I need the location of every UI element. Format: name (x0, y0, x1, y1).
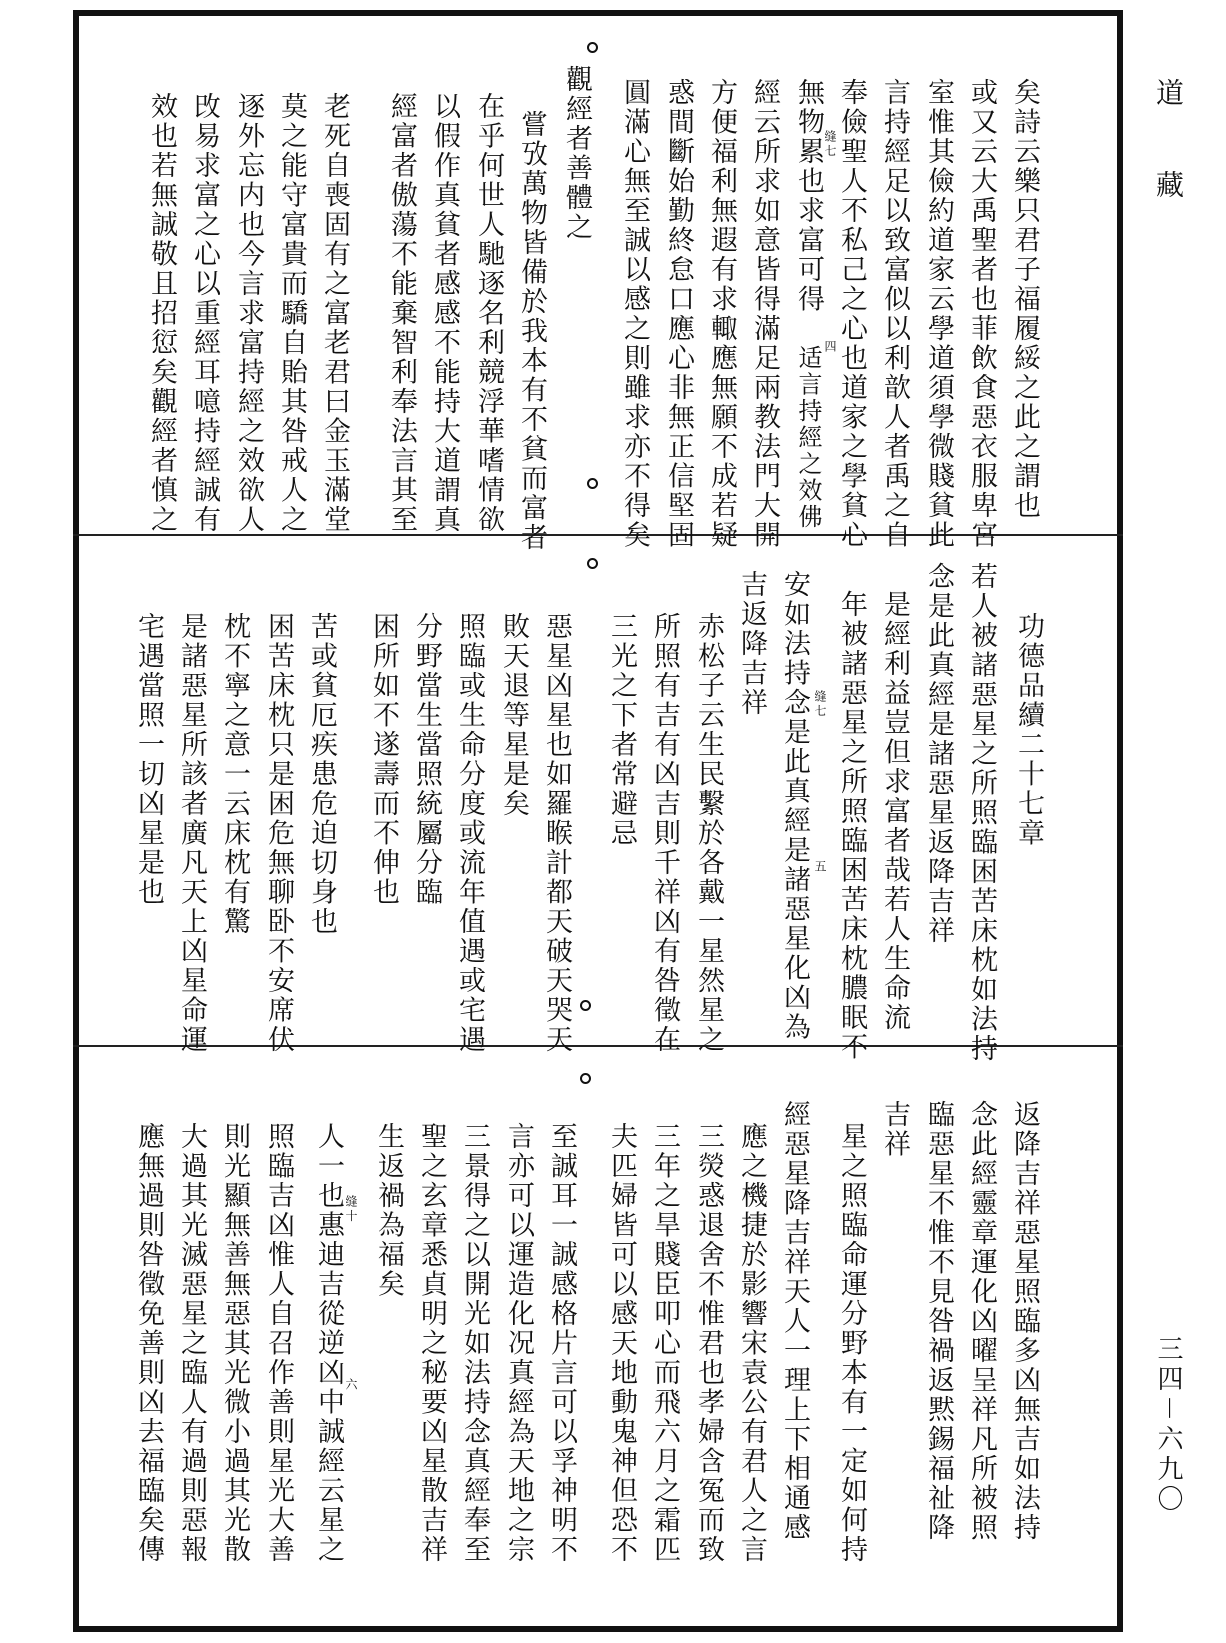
page-number: 三四－六九〇 (1153, 1335, 1183, 1516)
text-column: 言亦可以運造化况真經為天地之宗 (503, 1122, 534, 1565)
text-column: 返降吉祥惡星照臨多凶無吉如法持 (1009, 1100, 1040, 1543)
text-column: 苦或貧厄疾患危迫切身也 (306, 612, 337, 937)
text-column: 年被諸惡星之所照臨困苦床枕膿眠不 (836, 590, 867, 1062)
text-column: 至誠耳一誠感格片言可以孚神明不 (546, 1122, 577, 1565)
text-column: 安如法持念是此真經是諸惡星化凶為 (779, 570, 810, 1042)
chapter-title: 功德品續二十七章 (1013, 612, 1044, 848)
text-column: 應之機捷於影響宋袁公有君人之言 (736, 1122, 767, 1565)
text-column: 三景得之以開光如法持念真經奉至 (459, 1122, 490, 1565)
text-column: 逐外忘内也今言求富持經之效欲人 (233, 92, 264, 535)
text-column: 聖之玄章悉貞明之秘要凶星散吉祥 (416, 1122, 447, 1565)
text-column: 觀經者善體之 (561, 65, 592, 242)
text-column: 是經利益豈但求富者哉若人生命流 (879, 590, 910, 1033)
text-column: 困所如不遂壽而不伸也 (368, 612, 399, 907)
text-column: 以假作真貧者感感不能持大道謂真 (429, 92, 460, 535)
section-marker (587, 558, 598, 569)
text-column: 念是此真經是諸惡星返降吉祥 (923, 562, 954, 946)
text-column: 吉返降吉祥 (736, 570, 767, 718)
margin-note: 五 (813, 860, 827, 875)
margin-note: 缝十 (344, 1195, 358, 1224)
text-column: 照臨或生命分度或流年值遇或宅遇 (454, 612, 485, 1055)
text-column: 宅遇當照一切凶星是也 (133, 612, 164, 907)
text-column: 生返禍為福矣 (373, 1122, 404, 1299)
text-column: 經云所求如意皆得滿足兩教法門大開 (749, 78, 780, 550)
text-column: 照臨吉凶惟人自召作善則星光大善 (263, 1122, 294, 1565)
text-column: 效也若無誠敬且招愆矣觀經者慎之 (146, 92, 177, 535)
text-column: 在乎何世人馳逐名利競浮華嗜情欲 (473, 92, 504, 535)
text-column: 老死自喪固有之富老君曰金玉滿堂 (319, 92, 350, 535)
text-column: 則光顯無善無惡其光微小過其光散 (219, 1122, 250, 1565)
text-column: 室惟其儉約道家云學道須學微賤貧此 (923, 78, 954, 550)
text-column: 無物累也求富可得 (793, 78, 824, 314)
text-column: 赤松子云生民繫於各戴一星然星之 (693, 612, 724, 1055)
text-column: 念此經靈章運化凶曜呈祥凡所被照 (966, 1100, 997, 1543)
text-column: 經富者傲蕩不能棄智利奉法言其至 (386, 92, 417, 535)
section-marker (580, 1073, 591, 1084)
text-column: 敗天退等星是矣 (498, 612, 529, 819)
text-column: 言持經足以致富似以利歆人者禹之自 (879, 78, 910, 550)
text-column: 星之照臨命運分野本有一定如何持 (836, 1122, 867, 1565)
section-marker (580, 1000, 591, 1011)
text-column: 所照有吉有凶吉則千祥凶有咎徵在 (649, 612, 680, 1055)
text-column: 困苦床枕只是困危無聊卧不安席伏 (263, 612, 294, 1055)
text-column: 三年之旱賤臣叩心而飛六月之霜匹 (649, 1122, 680, 1565)
text-column: 經惡星降吉祥天人一理上下相通感 (779, 1100, 810, 1543)
collection-title: 道 藏 (1152, 78, 1185, 216)
text-column: 臨惡星不惟不見咎禍返黙錫福祉降 (923, 1100, 954, 1543)
text-column: 三熒惑退舍不惟君也孝婦含冤而致 (693, 1122, 724, 1565)
text-column: 惑間斷始勤終怠口應心非無正信堅固 (663, 78, 694, 550)
text-column: 應無過則咎徵免善則凶去福臨矣傳 (133, 1122, 164, 1565)
section-marker (587, 42, 598, 53)
text-column: 枕不寧之意一云床枕有驚 (219, 612, 250, 937)
text-column: 是諸惡星所該者廣凡天上凶星命運 (176, 612, 207, 1055)
text-column: 方便福利無遐有求輙應無願不成若疑 (706, 78, 737, 550)
margin-note: 缝七 (813, 690, 827, 719)
text-column: 攺易求富之心以重經耳噫持經誠有 (189, 92, 220, 535)
text-column: 人一也惠迪吉從逆凶中誠經云星之 (313, 1122, 344, 1565)
text-column: 大過其光滅惡星之臨人有過則惡報 (176, 1122, 207, 1565)
text-column: 莫之能守富貴而驕自貽其咎戒人之 (276, 92, 307, 535)
text-column: 或又云大禹聖者也菲飲食惡衣服卑宮 (966, 78, 997, 550)
margin-note: 缝七 (823, 130, 837, 159)
text-column: 夫匹婦皆可以感天地動鬼神但恐不 (606, 1122, 637, 1565)
text-column: 矣詩云樂只君子福履綏之此之謂也 (1009, 78, 1040, 521)
text-column: 惡星凶星也如羅睺計都天破天哭天 (541, 612, 572, 1055)
text-column: 三光之下者常避忌 (606, 612, 637, 848)
margin-note: 六 (344, 1378, 358, 1393)
section-marker (587, 478, 598, 489)
text-column: 吉祥 (879, 1100, 910, 1159)
text-column: 圓滿心無至誠以感之則雖求亦不得矣 (619, 78, 650, 550)
margin-note: 四 (823, 340, 837, 355)
text-column: 奉儉聖人不私己之心也道家之學貧心 (836, 78, 867, 550)
text-column: 分野當生當照統屬分臨 (411, 612, 442, 907)
text-column: 嘗攷萬物皆備於我本有不貧而富者 (516, 110, 547, 553)
text-column: 适言持經之效佛 (794, 345, 822, 531)
text-column: 若人被諸惡星之所照臨困苦床枕如法持 (966, 562, 997, 1064)
